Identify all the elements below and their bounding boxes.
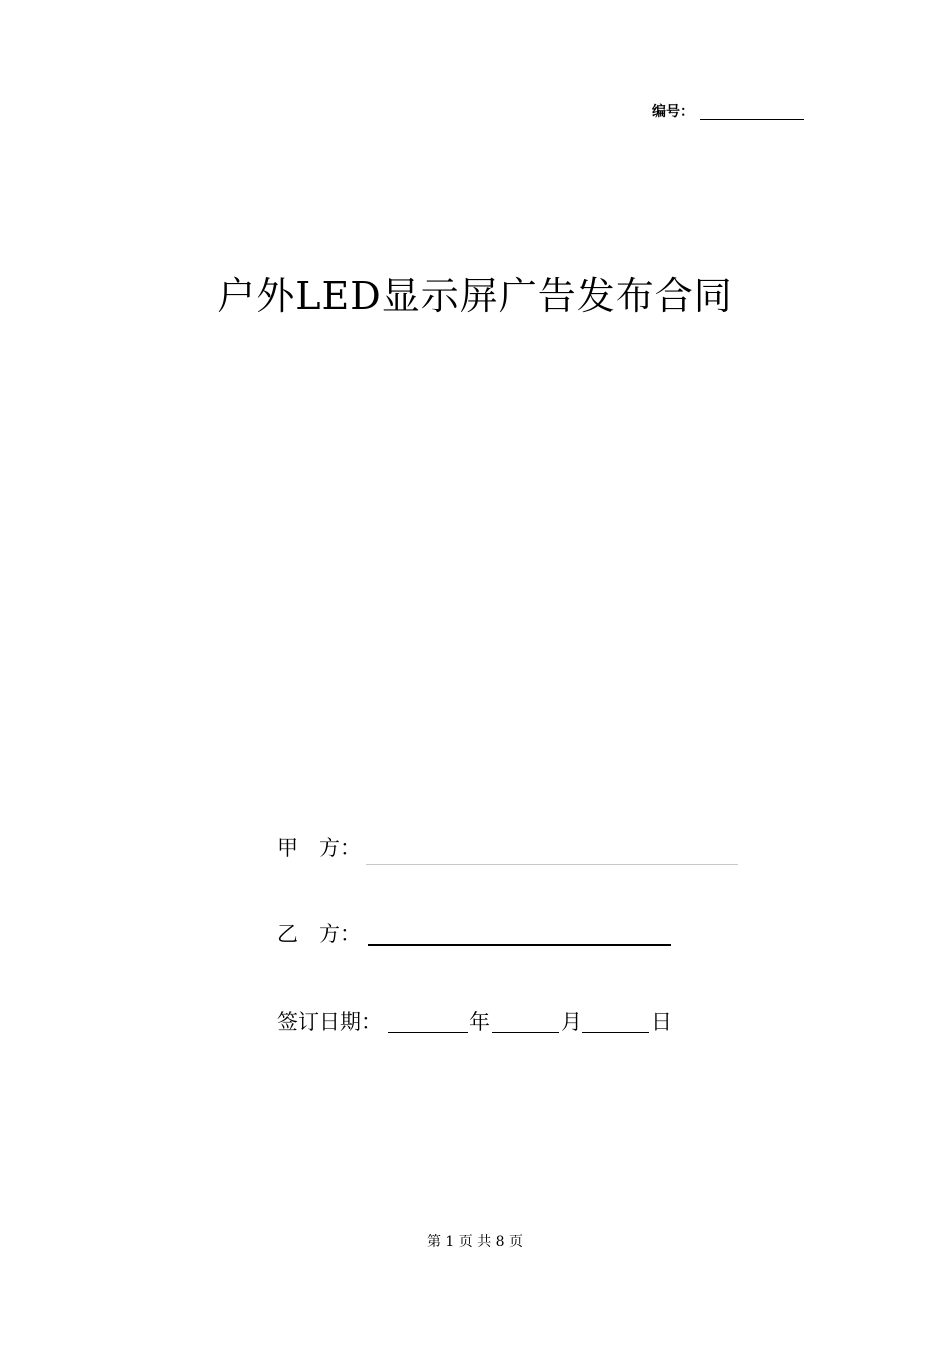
serial-number-label: 编号：	[652, 104, 694, 120]
party-a-label: 甲 方：	[277, 836, 361, 860]
sign-year-blank	[388, 1032, 468, 1033]
sign-month-blank	[492, 1032, 559, 1033]
party-a-blank	[366, 864, 738, 865]
party-b-blank	[368, 944, 671, 946]
party-b-label: 乙 方：	[277, 922, 361, 946]
month-label: 月	[561, 1010, 582, 1034]
sign-date-label: 签订日期：	[277, 1010, 382, 1034]
document-title: 户外LED显示屏广告发布合同	[217, 274, 733, 318]
year-label: 年	[469, 1010, 490, 1034]
page-number: 第 1 页 共 8 页	[426, 1234, 524, 1250]
serial-number-blank	[700, 119, 804, 120]
day-label: 日	[651, 1010, 672, 1034]
sign-day-blank	[582, 1032, 649, 1033]
